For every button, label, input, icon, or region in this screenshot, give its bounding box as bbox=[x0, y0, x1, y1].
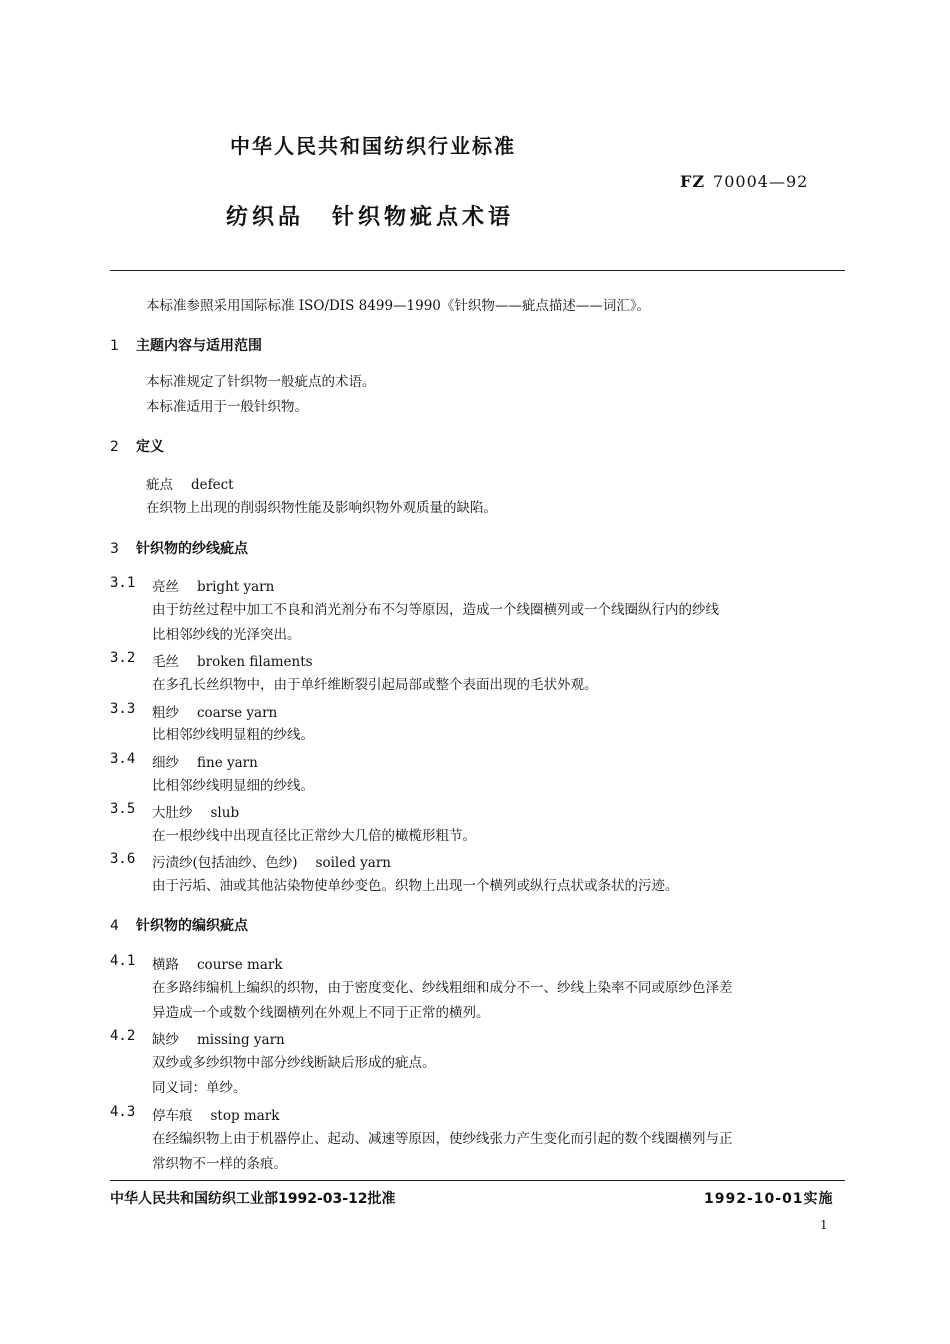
footer-divider bbox=[110, 1180, 845, 1181]
item-number: 4.3 bbox=[110, 1104, 136, 1120]
item-description: 同义词：单纱。 bbox=[152, 1080, 247, 1096]
term-cn: 停车痕 bbox=[152, 1108, 193, 1124]
section-1-line: 本标准适用于一般针织物。 bbox=[146, 399, 308, 415]
item-term bbox=[152, 851, 391, 871]
standard-code-prefix: FZ bbox=[680, 172, 706, 191]
term-cn: 粗纱 bbox=[152, 705, 179, 721]
section-1-title: 主题内容与适用范围 bbox=[136, 338, 262, 354]
section-4-number: 4 bbox=[110, 918, 119, 934]
item-term bbox=[152, 575, 274, 595]
item-description: 比相邻纱线明显细的纱线。 bbox=[152, 778, 314, 794]
item-number: 3.3 bbox=[110, 701, 136, 717]
standard-code bbox=[680, 172, 808, 191]
section-4-title: 针织物的编织疵点 bbox=[136, 918, 248, 934]
header-divider bbox=[110, 270, 845, 271]
term-en: stop mark bbox=[210, 1108, 280, 1124]
item-term bbox=[152, 701, 277, 721]
term-en: missing yarn bbox=[197, 1032, 285, 1048]
item-description: 比相邻纱线的光泽突出。 bbox=[152, 627, 301, 643]
document-title-main: 纺织品 bbox=[226, 205, 305, 230]
item-description: 常织物不一样的条痕。 bbox=[152, 1156, 287, 1172]
item-description: 双纱或多纱织物中部分纱线断缺后形成的疵点。 bbox=[152, 1055, 436, 1071]
definition-text: 在织物上出现的削弱织物性能及影响织物外观质量的缺陷。 bbox=[146, 500, 497, 516]
implementation-date: 1992-10-01实施 bbox=[704, 1191, 834, 1207]
intro-text: 本标准参照采用国际标准 ISO/DIS 8499—1990《针织物——疵点描述——词汇》。 bbox=[146, 298, 651, 314]
item-description: 由于纺丝过程中加工不良和消光剂分布不匀等原因，造成一个线圈横列或一个线圈纵行内的纱线 bbox=[152, 602, 719, 618]
section-4-heading bbox=[110, 915, 248, 935]
term-cn: 横路 bbox=[152, 957, 179, 973]
section-2-number: 2 bbox=[110, 439, 119, 455]
approval-statement: 中华人民共和国纺织工业部1992-03-12批准 bbox=[110, 1191, 396, 1207]
term-en: course mark bbox=[197, 957, 283, 973]
term-cn: 疵点 bbox=[146, 477, 173, 493]
page-number: 1 bbox=[820, 1218, 828, 1232]
term-en: defect bbox=[191, 477, 234, 493]
section-1-heading bbox=[110, 335, 262, 355]
section-1-line: 本标准规定了针织物一般疵点的术语。 bbox=[146, 374, 376, 390]
section-3-heading bbox=[110, 538, 248, 558]
item-term bbox=[152, 1104, 279, 1124]
item-term bbox=[152, 650, 313, 670]
item-term bbox=[152, 801, 239, 821]
section-2-heading bbox=[110, 436, 164, 456]
item-description: 在多路纬编机上编织的织物，由于密度变化、纱线粗细和成分不一、纱线上染率不同或原纱色泽差 bbox=[152, 980, 733, 996]
term-cn: 大肚纱 bbox=[152, 805, 193, 821]
term-en: bright yarn bbox=[197, 579, 275, 595]
item-description: 异造成一个或数个线圈横列在外观上不同于正常的横列。 bbox=[152, 1005, 490, 1021]
section-3-number: 3 bbox=[110, 541, 119, 557]
term-cn: 细纱 bbox=[152, 755, 179, 771]
term-cn: 缺纱 bbox=[152, 1032, 179, 1048]
item-term bbox=[152, 751, 258, 771]
item-number: 3.5 bbox=[110, 801, 136, 817]
term-cn: 污渍纱(包括油纱、色纱) bbox=[152, 855, 298, 871]
item-number: 3.2 bbox=[110, 650, 136, 666]
item-term bbox=[152, 1028, 285, 1048]
item-description: 在经编织物上由于机器停止、起动、减速等原因，使纱线张力产生变化而引起的数个线圈横列与正 bbox=[152, 1131, 733, 1147]
item-number: 3.1 bbox=[110, 575, 136, 591]
term-en: broken filaments bbox=[197, 654, 313, 670]
item-number: 4.2 bbox=[110, 1028, 136, 1044]
term-cn: 亮丝 bbox=[152, 579, 179, 595]
item-description: 由于污垢、油或其他沾染物使单纱变色。织物上出现一个横列或纵行点状或条状的污迹。 bbox=[152, 878, 679, 894]
standard-code-number: 70004—92 bbox=[713, 172, 809, 191]
item-description: 比相邻纱线明显粗的纱线。 bbox=[152, 727, 314, 743]
term-en: coarse yarn bbox=[197, 705, 278, 721]
term-cn: 毛丝 bbox=[152, 654, 179, 670]
item-number: 3.6 bbox=[110, 851, 136, 867]
section-3-title: 针织物的纱线疵点 bbox=[136, 541, 248, 557]
definition-term bbox=[146, 473, 234, 493]
item-term bbox=[152, 953, 283, 973]
item-number: 4.1 bbox=[110, 953, 136, 969]
term-en: slub bbox=[210, 805, 240, 821]
section-2-title: 定义 bbox=[136, 439, 164, 455]
item-description: 在多孔长丝织物中，由于单纤维断裂引起局部或整个表面出现的毛状外观。 bbox=[152, 677, 598, 693]
standard-category-title: 中华人民共和国纺织行业标准 bbox=[230, 134, 516, 158]
item-description: 在一根纱线中出现直径比正常纱大几倍的橄榄形粗节。 bbox=[152, 828, 476, 844]
document-title-sub: 针织物疵点术语 bbox=[332, 205, 515, 230]
section-1-number: 1 bbox=[110, 338, 119, 354]
document-title bbox=[226, 200, 514, 231]
term-en: fine yarn bbox=[197, 755, 258, 771]
item-number: 3.4 bbox=[110, 751, 136, 767]
term-en: soiled yarn bbox=[315, 855, 391, 871]
